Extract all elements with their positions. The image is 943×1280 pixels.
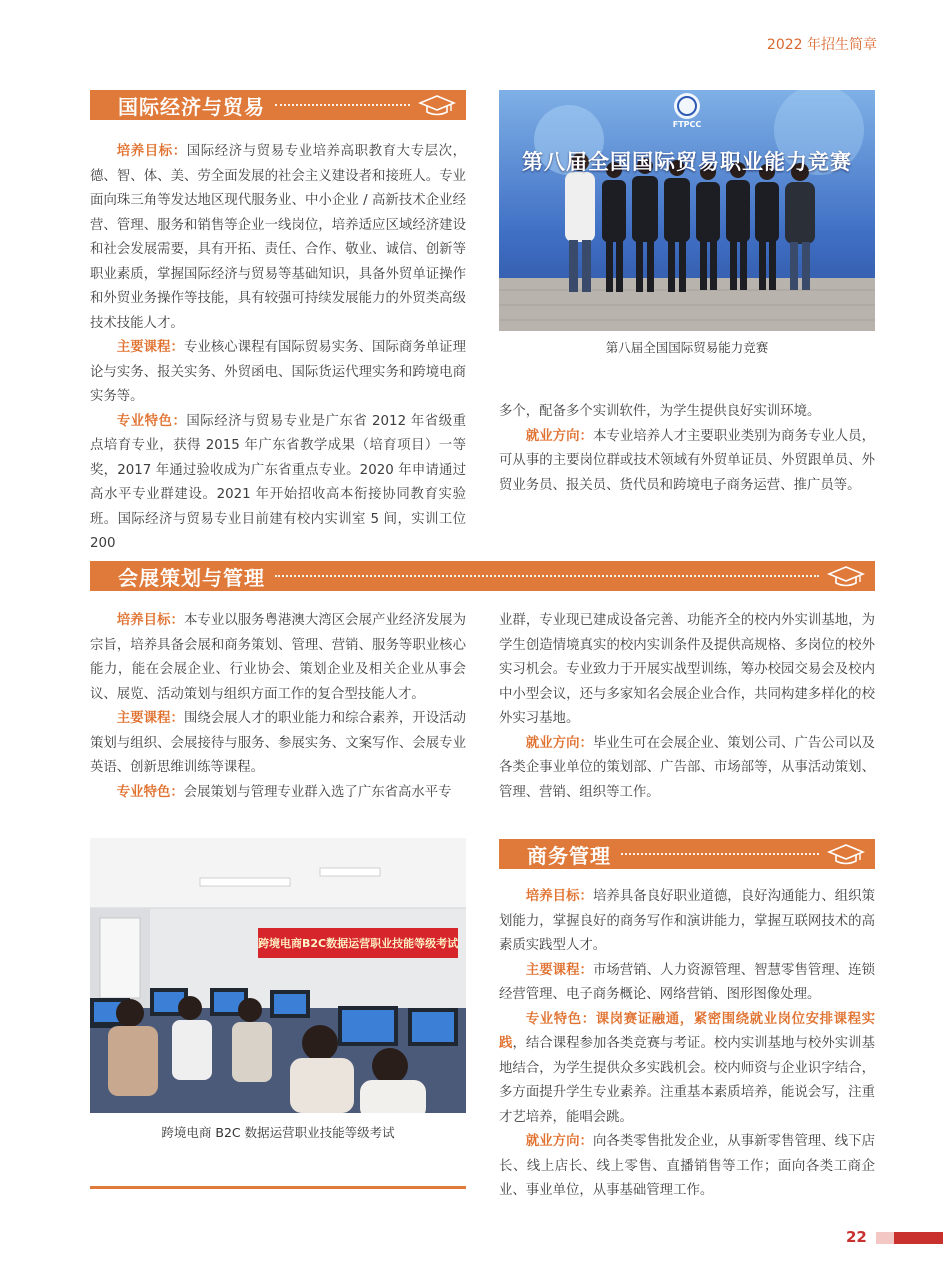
divider xyxy=(275,575,819,577)
divider xyxy=(275,104,410,106)
graduation-cap-icon xyxy=(827,564,865,588)
label-feature: 专业特色： xyxy=(116,784,184,800)
feature-text: 会展策划与管理专业群入选了广东省高水平专 xyxy=(183,784,452,800)
course-text: 市场营销、人力资源管理、智慧零售管理、连锁经营管理、电子商务概论、网络营销、图形图像处理。 xyxy=(499,962,876,1002)
graduation-cap-icon xyxy=(418,93,456,117)
section-title: 商务管理 xyxy=(527,843,611,868)
section-title: 国际经济与贸易 xyxy=(118,94,265,119)
trade-text-left xyxy=(90,140,466,557)
bottom-divider xyxy=(90,1186,466,1189)
course-text: 专业核心课程有国际贸易实务、国际商务单证理论与实务、报关实务、外贸函电、国际货运代理实务和跨境电商实务等。 xyxy=(90,340,467,404)
exam-room-photo xyxy=(90,838,466,1113)
page-tab-light xyxy=(876,1232,894,1244)
label-career: 就业方向： xyxy=(525,1134,593,1149)
section-title: 会展策划与管理 xyxy=(118,565,265,590)
exhibition-text-left xyxy=(90,609,466,805)
label-course: 主要课程： xyxy=(116,711,184,726)
exam-photo-caption: 跨境电商 B2C 数据运营职业技能等级考试 xyxy=(161,1125,395,1140)
feature-text-cont: 多个，配备多个实训软件，为学生提供良好实训环境。 xyxy=(499,404,821,419)
label-course: 主要课程： xyxy=(525,962,593,978)
page-tab-red xyxy=(894,1232,943,1244)
career-text: 毕业生可在会展企业、策划公司、广告公司以及各类企事业单位的策划部、广告部、市场部等，从事活动策划、管理、营销、组织等工作。 xyxy=(499,735,876,800)
section-header-exhibition xyxy=(90,561,875,591)
label-career: 就业方向： xyxy=(525,735,593,751)
goal-text: 培养具备良好职业道德，良好沟通能力、组织策划能力，掌握良好的商务写作和演讲能力，掌握互联网技术的高素质实践型人才。 xyxy=(499,889,876,953)
graduation-cap-icon xyxy=(827,842,865,866)
divider xyxy=(621,853,819,855)
label-goal: 培养目标： xyxy=(116,613,184,628)
exhibition-text-right xyxy=(499,609,875,805)
page-number: 22 xyxy=(846,1228,867,1246)
label-feature: 专业特色： xyxy=(525,1011,596,1027)
competition-photo-caption: 第八届全国国际贸易能力竞赛 xyxy=(605,340,769,355)
business-text xyxy=(499,885,875,1204)
course-text: 围绕会展人才的职业能力和综合素养，开设活动策划与组织、会展接待与服务、参展实务、文案写作、会展专业英语、创新思维训练等课程。 xyxy=(90,711,467,775)
career-text: 本专业培养人才主要职业类别为商务专业人员，可从事的主要岗位群或技术领域有外贸单证员、外贸跟单员、外贸业务员、报关员、货代员和跨境电子商务运营、推广员等。 xyxy=(499,428,876,493)
goal-text: 本专业以服务粤港澳大湾区会展产业经济发展为宗旨，培养具备会展和商务策划、管理、营销、服务等职业核心能力，能在会展企业、行业协会、策划企业及相关企业从事会议、展览、活动策划与组织方面工作的复合型技能人才。 xyxy=(90,613,467,702)
label-course: 主要课程： xyxy=(116,340,184,355)
competition-banner-text: 第八届全国国际贸易职业能力竞赛 xyxy=(522,150,852,174)
competition-team-photo xyxy=(499,90,875,331)
label-goal: 培养目标： xyxy=(116,144,187,159)
section-header-trade xyxy=(90,90,466,120)
document-header-title: 2022 年招生简章 xyxy=(766,37,877,53)
goal-text: 国际经济与贸易专业培养高职教育大专层次，德、智、体、美、劳全面发展的社会主义建设者和接班人。专业面向珠三角等发达地区现代服务业、中小企业 / 高新技术企业经营、管理、服务和销售等企业一线岗位，培养适应区域经济建设和社会发展需要，具有开拓、责任、合作、敬业、诚信、创新等职业素质，掌握国际经济与贸易等基础知识，具备外贸单证操作和外贸业务操作等技能，具有较强可持续发展能力的外贸类高级技术技能人才。 xyxy=(90,144,467,331)
label-goal: 培养目标： xyxy=(525,889,593,904)
feature-highlight: 课岗赛证融通，紧密围绕就业岗位安排课程实践 xyxy=(499,1011,876,1051)
feature-text-cont: 业群，专业现已建成设备完善、功能齐全的校内外实训基地，为学生创造情境真实的校内实训条件及提供高规格、多岗位的校外实习机会。专业致力于开展实战型训练，筹办校园交易会及校内中小型会议，还与多家知名会展企业合作，共同构建多样化的校外实习基地。 xyxy=(499,613,875,726)
feature-text: ，结合课程参加各类竞赛与考证。校内实训基地与校外实训基地结合，为学生提供众多实践机会。校内师资与企业识字结合，多方面提升学生专业素养。注重基本素质培养，能说会写，注重才艺培养，能唱会跳。 xyxy=(499,1036,876,1125)
section-header-business xyxy=(499,839,875,869)
career-text: 向各类零售批发企业，从事新零售管理、线下店长、线上店长、线上零售、直播销售等工作；面向各类工商企业、事业单位，从事基础管理工作。 xyxy=(499,1134,876,1198)
exam-banner-text: 跨境电商B2C数据运营职业技能等级考试 xyxy=(258,937,458,950)
trade-text-right xyxy=(499,400,875,498)
label-career: 就业方向： xyxy=(525,428,593,444)
feature-text: 国际经济与贸易专业是广东省 2012 年省级重点培育专业，获得 2015 年广东省教学成果（培育项目）一等奖，2017 年通过验收成为广东省重点专业。2020 年申请通过高水平专业群建设。2021 年开始招收高本衔接协同教育实验班。国际经济与贸易专业目前建有校内实训室 5 间，实训工位 200 xyxy=(90,413,467,551)
label-feature: 专业特色： xyxy=(116,413,187,429)
ftpcc-logo: FTPCC xyxy=(672,120,702,129)
